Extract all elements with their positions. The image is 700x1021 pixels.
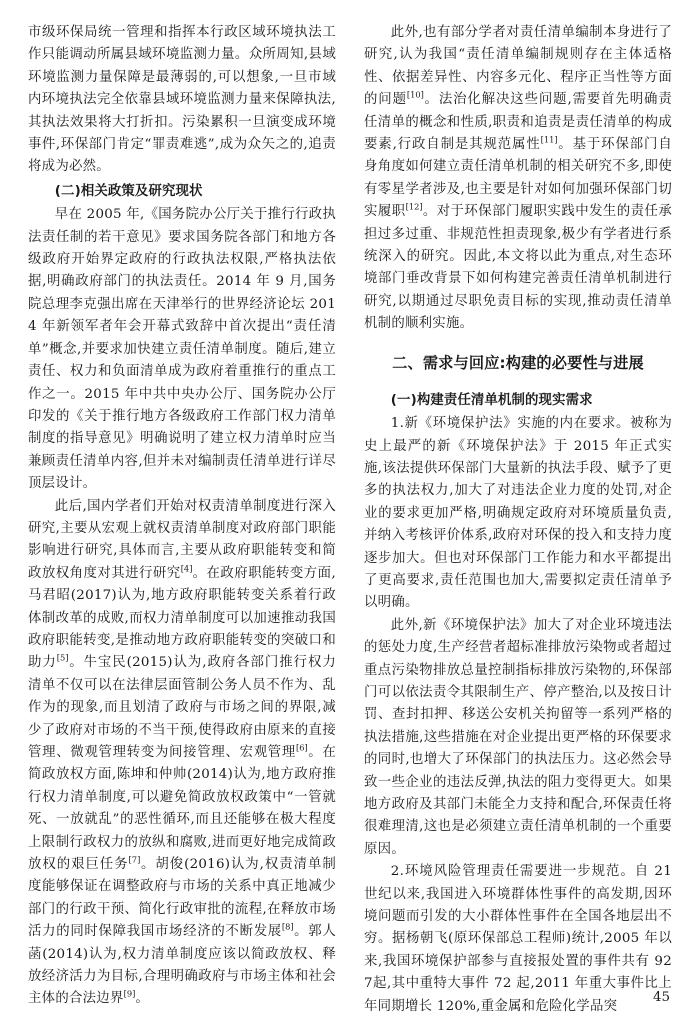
subheading-related-policy-and-research: (二)相关政策及研究现状	[54, 183, 203, 199]
footnote-marker: [9]	[123, 989, 136, 999]
section-heading-demand-and-response: 二、需求与回应:构建的必要性与进展	[392, 353, 644, 372]
footnote-marker: [7]	[128, 854, 141, 865]
page-number: 45	[652, 990, 670, 1005]
paragraph-policy-background: 早在 2005 年,《国务院办公厅关于推行行政执法责任制的若干意见》要求国务院各部门和地方各级政府开始界定政府的行政执法权限,严格执法依据,明确政府部门的执法责任。2014 年 9 月,国务院总理李克强出席在天津举行的世界经济论坛 2014 年新领军者年会开幕式致辞中首次提出“责任清单”概念,并要求加快建立责任清单制度。随后,建立责任、权力和负面清单成为政府着重推行的重点工作之一。2015 年中共中央办公厅、国务院办公厅印发的《关于推行地方各级政府工作部门权力清单制度的指导意见》明确说明了建立权力清单时应当兼顾责任清单内容,但并未对编制责任清单进行详尽顶层设计。	[28, 207, 336, 492]
footnote-marker: [5]	[56, 652, 69, 663]
right-column	[364, 22, 672, 1018]
left-column	[28, 22, 336, 1011]
paragraph-enforcement-pressure: 此外,新《环境保护法》加大了对企业环境违法的惩处力度,生产经营者超标准排放污染物或者超过重点污染物排放总量控制指标排放污染物的,环保部门可以依法责令其限制生产、停产整治,以及按日计罚、查封扣押、移送公安机关拘留等一系列严格的执法措施,这些措施在对企业提出更严格的环保要求的同时,也增大了环保部门的执法压力。这必然会导致一些企业的违法反弹,执法的阻力变得更大。如果地方政府及其部门未能全力支持和配合,环保责任将很难理清,这也是必须建立责任清单机制的一个重要原因。	[364, 617, 672, 857]
footnote-marker: [4]	[180, 563, 193, 574]
paragraph-literature-review: 此后,国内学者们开始对权责清单制度进行深入研究,主要从宏观上就权责清单制度对政府部门职能影响进行研究,具体而言,主要从政府职能转变和简政放权角度对其进行研究[4]。在政府职能转变方面,马君昭(2017)认为,地方政府职能转变关系着行政体制改革的成败,而权力清单制度可以加速推动我国政府职能转变,是推动地方政府职能转变的突破口和助力[5]。牛宝民(2015)认为,政府各部门推行权力清单不仅可以在法律层面管制公务人员不作为、乱作为的现象,而且划清了政府与市场之间的界限,减少了政府对市场的不当干预,使得政府由原来的直接管理、微观管理转变为间接管理、宏观管理[6]。在简政放权方面,陈坤和仲帅(2014)认为,地方政府推行权力清单制度,可以避免简政放权政策中“一管就死、一放就乱”的恶性循环,而且还能够在极大程度上限制行政权力的放纵和腐败,进而更好地完成简政放权的艰巨任务[7]。胡俊(2016)认为,权责清单制度能够保证在调整政府与市场的关系中真正地减少部门的行政干预、简化行政审批的流程,在释放市场活力的同时保障我国市场经济的不断发展[8]。郭人菡(2014)认为,权力清单制度应该以简政放权、释放经济活力为目标,合理明确政府与市场主体和社会主体的合法边界[9]。	[28, 498, 336, 1007]
footnote-marker: [6]	[296, 742, 308, 753]
footnote-marker: [12]	[405, 201, 423, 212]
footnote-marker: [8]	[281, 921, 294, 932]
paragraph-list-compilation-research: 此外,也有部分学者对责任清单编制本身进行了研究,认为我国“责任清单编制规则存在主体适格性、依据差异性、内容多元化、程序正当性等方面的问题[10]。法治化解决这些问题,需要首先明确责任清单的概念和性质,职责和追责是责任清单的构成要素,行政自制是其规范属性[11]。基于环保部门自身角度如何建立责任清单机制的相关研究不多,即使有零星学者涉及,也主要是针对如何加强环保部门切实履职[12]。对于环保部门履职实践中发生的责任承担过多过重、非规范性担责现象,极少有学者进行系统深入的研究。因此,本文将以此为重点,对生态环境部门垂改背景下如何构建完善责任清单机制进行研究,以期通过尽职免责目标的实现,推动责任清单机制的顺利实施。	[364, 25, 673, 332]
footnote-marker: [10]	[406, 89, 424, 100]
footnote-marker: [11]	[540, 134, 558, 145]
paragraph-new-environmental-protection-law: 1.新《环境保护法》实施的内在要求。被称为史上最严的新《环境保护法》于 2015 年正式实施,该法提供环保部门大量新的执法手段、赋予了更多的执法权力,加大了对违法企业力度的处罚,对企业的要求更加严格,明确规定政府对环境质量负责,并纳入考核评价体系,政府对环保的投入和支持力度逐步加大。但也对环保部门工作能力和水平都提出了更高要求,责任范围也加大,需要拟定责任清单予以明确。	[364, 416, 672, 611]
paragraph-environmental-risk-management: 2.环境风险管理责任需要进一步规范。自 21 世纪以来,我国进入环境群体性事件的高发期,因环境问题而引发的大小群体性事件在全国各地层出不穷。据杨朝飞(原环保部总工程师)统计,2005 年以来,我国环境保护部参与直接报处置的事件共有 927起,其中重特大事件 72 起,2011 年重大事件比上年同期增长 120%,重金属和危险化学品突	[364, 864, 672, 1014]
subheading-practical-demand: (一)构建责任清单机制的现实需求	[390, 392, 593, 408]
paragraph-continued-from-previous-page: 市级环保局统一管理和指挥本行政区域环境执法工作只能调动所属县域环境监测力量。众所周知,县域环境监测力量保障是最薄弱的,可以想象,一旦市域内环境执法完全依靠县域环境监测力量来保障执法,其执法效果将大打折扣。污染累积一旦演变成环境事件,环保部门肯定“罪责难逃”,成为众矢之的,追责将成为必然。	[28, 25, 336, 175]
